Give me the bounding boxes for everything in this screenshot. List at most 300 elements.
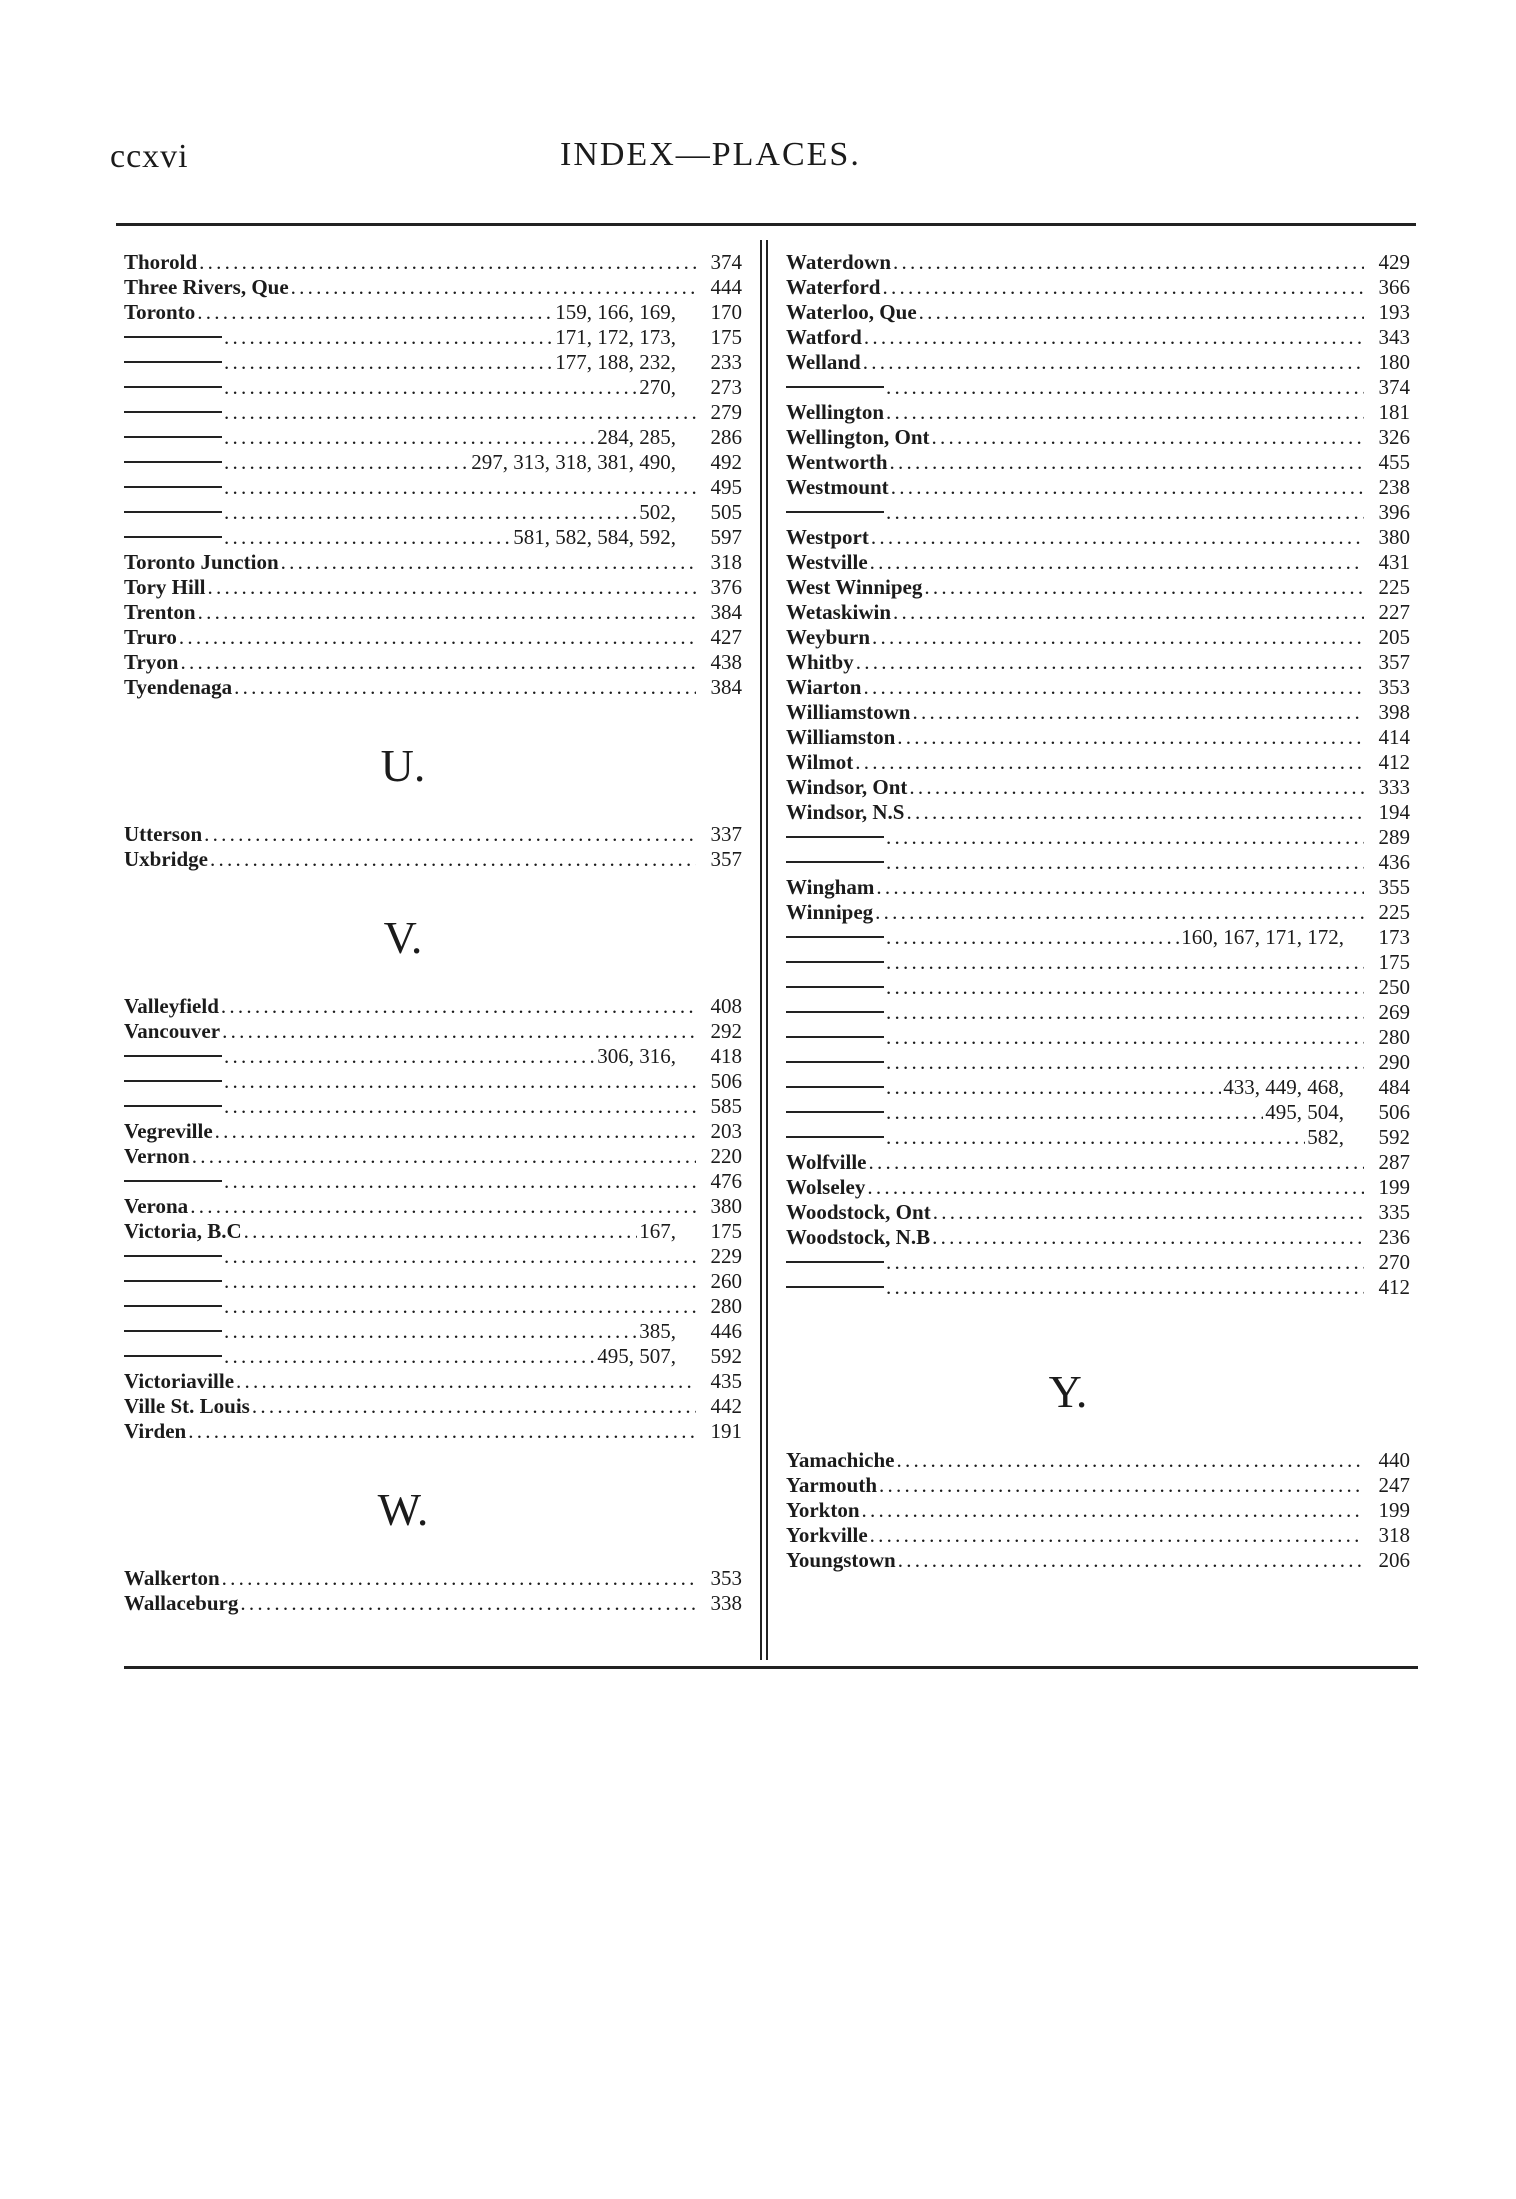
page-ref: 194 bbox=[1378, 800, 1410, 824]
dot-leader bbox=[856, 650, 1364, 675]
ditto-dash bbox=[124, 375, 222, 400]
index-entry bbox=[786, 325, 1410, 350]
page-ref: 199 bbox=[1378, 1175, 1410, 1199]
place-name: Whitby bbox=[786, 650, 854, 674]
page-ref: 326 bbox=[1378, 425, 1410, 449]
page-references: 385, bbox=[639, 1319, 676, 1343]
index-entry bbox=[124, 1194, 742, 1219]
page-ref: 427 bbox=[710, 625, 742, 649]
ditto-dash bbox=[124, 450, 222, 475]
right-column bbox=[786, 250, 1410, 1573]
ditto-rule bbox=[124, 436, 222, 438]
dot-leader bbox=[252, 1394, 696, 1419]
page-ref: 357 bbox=[1378, 650, 1410, 674]
index-entry bbox=[124, 994, 742, 1019]
page-ref: 181 bbox=[1378, 400, 1410, 424]
ditto-dash bbox=[786, 825, 884, 850]
page-ref: 335 bbox=[1378, 1200, 1410, 1224]
place-name: Tryon bbox=[124, 650, 179, 674]
place-name: Truro bbox=[124, 625, 177, 649]
page-ref: 238 bbox=[1378, 475, 1410, 499]
ditto-dash bbox=[124, 1169, 222, 1194]
ditto-dash bbox=[124, 1344, 222, 1369]
dot-leader bbox=[222, 1566, 696, 1591]
page-references: 502, bbox=[639, 500, 676, 524]
page-ref: 366 bbox=[1378, 275, 1410, 299]
place-name: Thorold bbox=[124, 250, 198, 274]
dot-leader bbox=[871, 525, 1364, 550]
ditto-rule bbox=[786, 511, 884, 513]
dot-leader bbox=[886, 1025, 1364, 1050]
place-name: Waterdown bbox=[786, 250, 891, 274]
page-ref: 592 bbox=[1378, 1125, 1410, 1149]
dot-leader bbox=[224, 1244, 696, 1269]
index-entry bbox=[124, 1244, 742, 1269]
dot-leader bbox=[886, 825, 1364, 850]
page-ref: 476 bbox=[710, 1169, 742, 1193]
dot-leader bbox=[198, 600, 696, 625]
column-divider bbox=[760, 240, 768, 1660]
place-name: Wellington, Ont bbox=[786, 425, 930, 449]
page-ref: 431 bbox=[1378, 550, 1410, 574]
ditto-dash bbox=[124, 1269, 222, 1294]
page-ref: 292 bbox=[710, 1019, 742, 1043]
index-group-t bbox=[124, 250, 742, 700]
page-ref: 455 bbox=[1378, 450, 1410, 474]
page-ref: 270 bbox=[1378, 1250, 1410, 1274]
page-ref: 380 bbox=[710, 1194, 742, 1218]
page-ref: 280 bbox=[1378, 1025, 1410, 1049]
ditto-rule bbox=[786, 1086, 884, 1088]
page-references: 306, 316, bbox=[597, 1044, 676, 1068]
page-ref: 418 bbox=[710, 1044, 742, 1068]
page-ref: 269 bbox=[1378, 1000, 1410, 1024]
ditto-rule bbox=[124, 536, 222, 538]
page-ref: 484 bbox=[1378, 1075, 1410, 1099]
page-ref: 289 bbox=[1378, 825, 1410, 849]
dot-leader bbox=[886, 400, 1364, 425]
page-ref: 203 bbox=[710, 1119, 742, 1143]
page-ref: 233 bbox=[710, 350, 742, 374]
dot-leader bbox=[197, 300, 553, 325]
ditto-dash bbox=[124, 1044, 222, 1069]
dot-leader bbox=[886, 1075, 1221, 1100]
dot-leader bbox=[891, 475, 1364, 500]
index-entry bbox=[124, 600, 742, 625]
index-entry bbox=[124, 1119, 742, 1144]
page-ref: 170 bbox=[710, 300, 742, 324]
ditto-dash bbox=[786, 950, 884, 975]
index-entry bbox=[786, 1523, 1410, 1548]
index-entry bbox=[786, 1225, 1410, 1250]
page-ref: 380 bbox=[1378, 525, 1410, 549]
dot-leader bbox=[221, 994, 696, 1019]
dot-leader bbox=[897, 1448, 1365, 1473]
page-ref: 279 bbox=[710, 400, 742, 424]
ditto-dash bbox=[124, 400, 222, 425]
dot-leader bbox=[862, 1498, 1364, 1523]
ditto-rule bbox=[124, 411, 222, 413]
page-ref: 435 bbox=[710, 1369, 742, 1393]
index-entry bbox=[786, 1473, 1410, 1498]
place-name: Yorkville bbox=[786, 1523, 868, 1547]
dot-leader bbox=[224, 1094, 696, 1119]
ditto-rule bbox=[786, 1036, 884, 1038]
page-references: 167, bbox=[639, 1219, 676, 1243]
ditto-dash bbox=[786, 1275, 884, 1300]
dot-leader bbox=[886, 1050, 1364, 1075]
index-entry bbox=[786, 725, 1410, 750]
page-ref: 337 bbox=[710, 822, 742, 846]
dot-leader bbox=[190, 1194, 696, 1219]
place-name: Woodstock, Ont bbox=[786, 1200, 931, 1224]
page-ref: 260 bbox=[710, 1269, 742, 1293]
place-name: Vernon bbox=[124, 1144, 190, 1168]
page-ref: 191 bbox=[710, 1419, 742, 1443]
page-ref: 175 bbox=[710, 325, 742, 349]
index-entry bbox=[786, 975, 1410, 1000]
dot-leader bbox=[224, 325, 553, 350]
index-entry bbox=[786, 1448, 1410, 1473]
index-group-u bbox=[124, 822, 742, 872]
index-entry bbox=[124, 375, 742, 400]
index-entry bbox=[124, 1294, 742, 1319]
place-name: Wetaskiwin bbox=[786, 600, 892, 624]
ditto-rule bbox=[124, 1080, 222, 1082]
index-entry bbox=[786, 600, 1410, 625]
dot-leader bbox=[897, 725, 1364, 750]
ditto-rule bbox=[786, 1061, 884, 1063]
dot-leader bbox=[919, 300, 1364, 325]
index-entry bbox=[786, 1498, 1410, 1523]
place-name: Vancouver bbox=[124, 1019, 221, 1043]
ditto-rule bbox=[124, 1105, 222, 1107]
section-letter-y: Y. bbox=[1048, 1366, 1088, 1417]
place-name: Youngstown bbox=[786, 1548, 896, 1572]
page-ref: 193 bbox=[1378, 300, 1410, 324]
ditto-dash bbox=[124, 1294, 222, 1319]
index-entry bbox=[786, 800, 1410, 825]
ditto-rule bbox=[124, 1055, 222, 1057]
page-references: 171, 172, 173, bbox=[555, 325, 676, 349]
page-ref: 318 bbox=[1378, 1523, 1410, 1547]
place-name: Woodstock, N.B bbox=[786, 1225, 931, 1249]
ditto-rule bbox=[786, 1286, 884, 1288]
page-ref: 412 bbox=[1378, 1275, 1410, 1299]
ditto-rule bbox=[786, 1136, 884, 1138]
dot-leader bbox=[886, 1100, 1263, 1125]
running-head-title: INDEX—PLACES. bbox=[560, 136, 861, 173]
section-letter-v: V. bbox=[383, 912, 423, 963]
place-name: Watford bbox=[786, 325, 862, 349]
index-entry bbox=[786, 700, 1410, 725]
dot-leader bbox=[224, 350, 553, 375]
index-entry bbox=[786, 1548, 1410, 1573]
index-entry bbox=[786, 1075, 1410, 1100]
place-name: Westmount bbox=[786, 475, 889, 499]
dot-leader bbox=[199, 250, 696, 275]
ditto-dash bbox=[124, 475, 222, 500]
ditto-dash bbox=[786, 1025, 884, 1050]
index-entry bbox=[786, 425, 1410, 450]
dot-leader bbox=[224, 1344, 595, 1369]
page-ref: 175 bbox=[710, 1219, 742, 1243]
place-name: Welland bbox=[786, 350, 861, 374]
ditto-rule bbox=[786, 936, 884, 938]
index-entry bbox=[124, 1566, 742, 1591]
ditto-dash bbox=[786, 850, 884, 875]
place-name: Weyburn bbox=[786, 625, 871, 649]
ditto-dash bbox=[124, 325, 222, 350]
place-name: Winnipeg bbox=[786, 900, 874, 924]
index-entry bbox=[786, 1150, 1410, 1175]
dot-leader bbox=[210, 847, 696, 872]
index-entry bbox=[124, 325, 742, 350]
page-ref: 438 bbox=[710, 650, 742, 674]
page-ref: 199 bbox=[1378, 1498, 1410, 1522]
page-ref: 180 bbox=[1378, 350, 1410, 374]
dot-leader bbox=[281, 550, 696, 575]
ditto-rule bbox=[124, 1180, 222, 1182]
page-ref: 446 bbox=[710, 1319, 742, 1343]
place-name: Trenton bbox=[124, 600, 196, 624]
index-entry bbox=[786, 925, 1410, 950]
ditto-dash bbox=[124, 525, 222, 550]
place-name: Wentworth bbox=[786, 450, 888, 474]
place-name: Wolfville bbox=[786, 1150, 867, 1174]
dot-leader bbox=[240, 1591, 696, 1616]
dot-leader bbox=[890, 450, 1365, 475]
place-name: Toronto Junction bbox=[124, 550, 279, 574]
place-name: Valleyfield bbox=[124, 994, 219, 1018]
dot-leader bbox=[886, 850, 1364, 875]
dot-leader bbox=[863, 675, 1364, 700]
page-ref: 436 bbox=[1378, 850, 1410, 874]
page-references: 177, 188, 232, bbox=[555, 350, 676, 374]
place-name: Vegreville bbox=[124, 1119, 213, 1143]
dot-leader bbox=[886, 1275, 1364, 1300]
place-name: Victoria, B.C bbox=[124, 1219, 242, 1243]
index-entry bbox=[786, 1025, 1410, 1050]
dot-leader bbox=[876, 875, 1364, 900]
dot-leader bbox=[224, 475, 696, 500]
index-entry bbox=[786, 550, 1410, 575]
index-entry bbox=[786, 250, 1410, 275]
index-entry bbox=[124, 1369, 742, 1394]
index-entry bbox=[786, 900, 1410, 925]
index-entry bbox=[786, 275, 1410, 300]
dot-leader bbox=[867, 1175, 1364, 1200]
index-entry bbox=[786, 1125, 1410, 1150]
page-ref: 597 bbox=[710, 525, 742, 549]
dot-leader bbox=[912, 700, 1364, 725]
place-name: Williamstown bbox=[786, 700, 911, 724]
dot-leader bbox=[192, 1144, 696, 1169]
page-ref: 396 bbox=[1378, 500, 1410, 524]
dot-leader bbox=[932, 1225, 1364, 1250]
section-gap bbox=[786, 1300, 1410, 1326]
index-entry bbox=[124, 425, 742, 450]
dot-leader bbox=[224, 400, 696, 425]
dot-leader bbox=[870, 1523, 1364, 1548]
dot-leader bbox=[234, 675, 696, 700]
place-name: Wiarton bbox=[786, 675, 862, 699]
place-name: Tyendenaga bbox=[124, 675, 233, 699]
page-ref: 286 bbox=[710, 425, 742, 449]
dot-leader bbox=[224, 1169, 696, 1194]
index-group-w bbox=[124, 1566, 742, 1616]
page-ref: 505 bbox=[710, 500, 742, 524]
dot-leader bbox=[180, 650, 696, 675]
ditto-dash bbox=[124, 350, 222, 375]
ditto-rule bbox=[124, 511, 222, 513]
ditto-rule bbox=[124, 361, 222, 363]
dot-leader bbox=[224, 500, 637, 525]
place-name: Yorkton bbox=[786, 1498, 860, 1522]
place-name: Wilmot bbox=[786, 750, 854, 774]
page-ref: 280 bbox=[710, 1294, 742, 1318]
place-name: Westville bbox=[786, 550, 868, 574]
page-references: 495, 507, bbox=[597, 1344, 676, 1368]
index-entry bbox=[124, 1319, 742, 1344]
index-entry bbox=[786, 775, 1410, 800]
index-entry bbox=[124, 1419, 742, 1444]
index-entry bbox=[124, 475, 742, 500]
ditto-rule bbox=[786, 1011, 884, 1013]
ditto-dash bbox=[124, 500, 222, 525]
bottom-rule bbox=[124, 1666, 1418, 1669]
dot-leader bbox=[886, 925, 1179, 950]
ditto-rule bbox=[786, 386, 884, 388]
ditto-dash bbox=[124, 1244, 222, 1269]
ditto-rule bbox=[124, 1355, 222, 1357]
dot-leader bbox=[886, 375, 1364, 400]
place-name: Victoriaville bbox=[124, 1369, 235, 1393]
index-entry bbox=[786, 875, 1410, 900]
dot-leader bbox=[224, 375, 637, 400]
ditto-dash bbox=[124, 425, 222, 450]
index-entry bbox=[786, 750, 1410, 775]
place-name: Windsor, Ont bbox=[786, 775, 908, 799]
ditto-rule bbox=[124, 386, 222, 388]
page-ref: 585 bbox=[710, 1094, 742, 1118]
ditto-dash bbox=[786, 925, 884, 950]
place-name: Uxbridge bbox=[124, 847, 208, 871]
dot-leader bbox=[875, 900, 1364, 925]
page-ref: 384 bbox=[710, 675, 742, 699]
index-entry bbox=[786, 850, 1410, 875]
page-ref: 250 bbox=[1378, 975, 1410, 999]
page-references: 159, 166, 169, bbox=[555, 300, 676, 324]
index-entry bbox=[124, 1394, 742, 1419]
place-name: Windsor, N.S bbox=[786, 800, 905, 824]
place-name: Tory Hill bbox=[124, 575, 206, 599]
place-name: Westport bbox=[786, 525, 869, 549]
page-ref: 353 bbox=[1378, 675, 1410, 699]
index-entry bbox=[786, 1200, 1410, 1225]
index-entry bbox=[124, 625, 742, 650]
page-ref: 357 bbox=[710, 847, 742, 871]
index-entry bbox=[786, 1050, 1410, 1075]
index-entry bbox=[124, 500, 742, 525]
index-entry bbox=[786, 500, 1410, 525]
page-ref: 444 bbox=[710, 275, 742, 299]
section-letter-u: U. bbox=[380, 740, 426, 791]
index-entry bbox=[124, 675, 742, 700]
dot-leader bbox=[906, 800, 1364, 825]
dot-leader bbox=[864, 325, 1364, 350]
ditto-dash bbox=[786, 1100, 884, 1125]
ditto-rule bbox=[124, 336, 222, 338]
index-group-v bbox=[124, 994, 742, 1444]
page-ref: 355 bbox=[1378, 875, 1410, 899]
index-entry bbox=[124, 1144, 742, 1169]
ditto-rule bbox=[124, 461, 222, 463]
page-ref: 374 bbox=[710, 250, 742, 274]
section-letter-w: W. bbox=[377, 1484, 429, 1535]
dot-leader bbox=[886, 950, 1364, 975]
index-entry bbox=[786, 1000, 1410, 1025]
ditto-rule bbox=[786, 836, 884, 838]
index-entry bbox=[124, 1044, 742, 1069]
dot-leader bbox=[224, 450, 469, 475]
page-ref: 442 bbox=[710, 1394, 742, 1418]
ditto-rule bbox=[124, 1305, 222, 1307]
place-name: Toronto bbox=[124, 300, 196, 324]
place-name: Yamachiche bbox=[786, 1448, 895, 1472]
page-references: 160, 167, 171, 172, bbox=[1181, 925, 1344, 949]
index-group-y bbox=[786, 1448, 1410, 1573]
index-entry bbox=[124, 822, 742, 847]
dot-leader bbox=[870, 550, 1364, 575]
page-ref: 338 bbox=[710, 1591, 742, 1615]
place-name: Wallaceburg bbox=[124, 1591, 239, 1615]
page-references: 284, 285, bbox=[597, 425, 676, 449]
dot-leader bbox=[188, 1419, 696, 1444]
index-entry bbox=[124, 1219, 742, 1244]
ditto-rule bbox=[124, 1255, 222, 1257]
ditto-dash bbox=[786, 1250, 884, 1275]
page-ref: 333 bbox=[1378, 775, 1410, 799]
index-entry bbox=[786, 1100, 1410, 1125]
page-ref: 290 bbox=[1378, 1050, 1410, 1074]
index-entry bbox=[786, 575, 1410, 600]
index-entry bbox=[786, 825, 1410, 850]
page-ref: 206 bbox=[1378, 1548, 1410, 1572]
dot-leader bbox=[882, 275, 1364, 300]
page-ref: 492 bbox=[710, 450, 742, 474]
index-entry bbox=[124, 250, 742, 275]
page-ref: 384 bbox=[710, 600, 742, 624]
index-entry bbox=[124, 650, 742, 675]
dot-leader bbox=[886, 1125, 1305, 1150]
index-entry bbox=[124, 847, 742, 872]
index-entry bbox=[124, 400, 742, 425]
page-ref: 440 bbox=[1378, 1448, 1410, 1472]
page-ref: 343 bbox=[1378, 325, 1410, 349]
place-name: Utterson bbox=[124, 822, 203, 846]
dot-leader bbox=[222, 1019, 696, 1044]
index-entry bbox=[786, 450, 1410, 475]
dot-leader bbox=[872, 625, 1364, 650]
ditto-dash bbox=[786, 1000, 884, 1025]
place-name: Three Rivers, Que bbox=[124, 275, 289, 299]
dot-leader bbox=[886, 500, 1364, 525]
place-name: Verona bbox=[124, 1194, 189, 1218]
left-column bbox=[124, 250, 742, 1616]
page-ref: 227 bbox=[1378, 600, 1410, 624]
place-name: Yarmouth bbox=[786, 1473, 878, 1497]
